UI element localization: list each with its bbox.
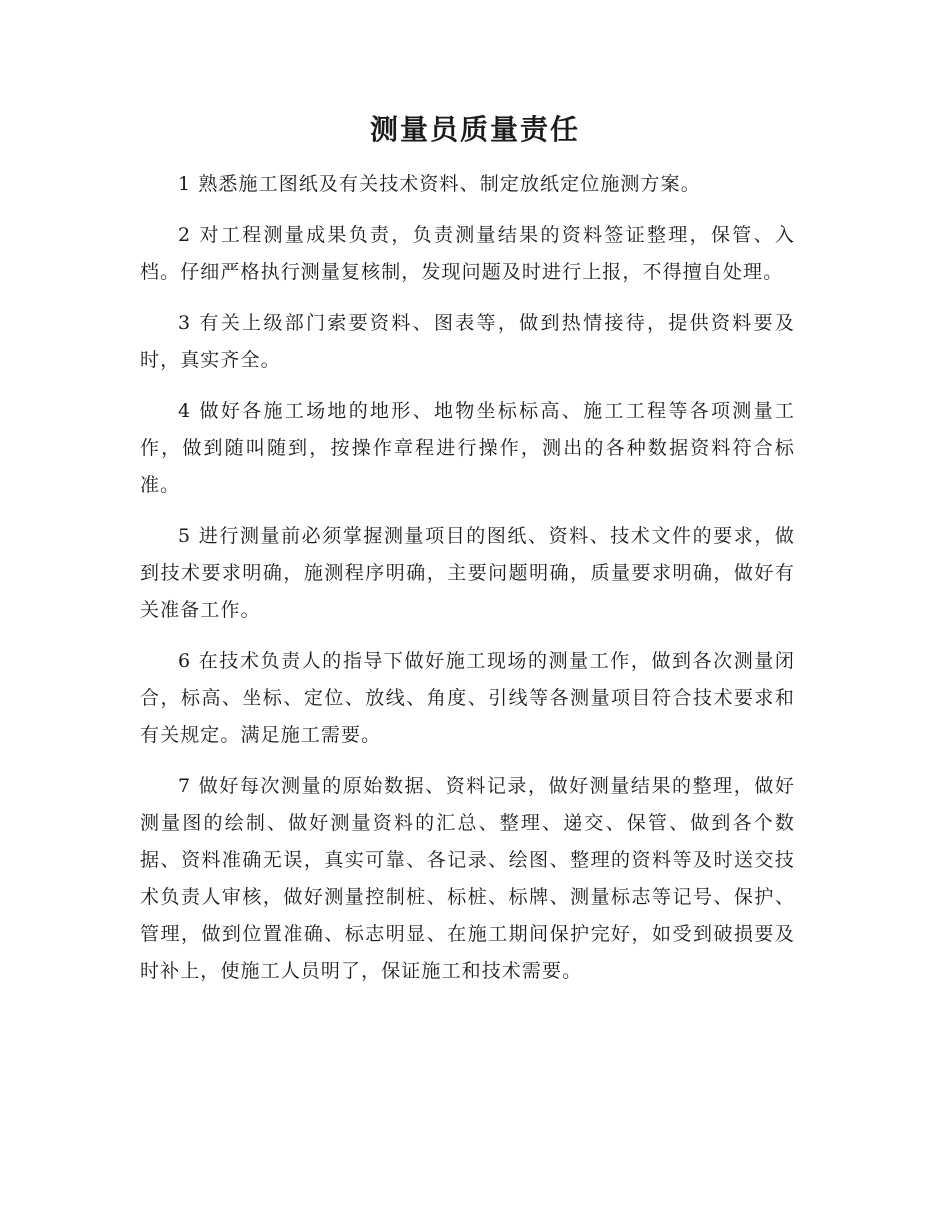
document-title: 测量员质量责任 bbox=[369, 113, 580, 146]
paragraph-3: 3 有关上级部门索要资料、图表等，做到热情接待，提供资料要及时，真实齐全。 bbox=[140, 312, 795, 371]
paragraph-1: 1 熟悉施工图纸及有关技术资料、制定放纸定位施测方案。 bbox=[178, 173, 701, 195]
paragraph-7: 7 做好每次测量的原始数据、资料记录，做好测量结果的整理，做好测量图的绘制、做好测量资料的汇总、整理、递交、保管、做到各个数据、资料准确无误，真实可靠、各记录、绘图、整理的资料等及时送交技术负责人审核，做好测量控制桩、标桩、标牌、测量标志等记号、保护、管理，做到位置准确、标志明显、在施工期间保护完好，如受到破损要及时补上，使施工人员明了，保证施工和技术需要。 bbox=[140, 775, 795, 982]
paragraph-6: 6 在技术负责人的指导下做好施工现场的测量工作，做到各次测量闭合，标高、坐标、定位、放线、角度、引线等各测量项目符合技术要求和有关规定。满足施工需要。 bbox=[140, 650, 795, 746]
paragraph-4: 4 做好各施工场地的地形、地物坐标标高、施工工程等各项测量工作，做到随叫随到，按操作章程进行操作，测出的各种数据资料符合标准。 bbox=[140, 400, 795, 496]
document-body bbox=[140, 166, 795, 1004]
paragraph-2: 2 对工程测量成果负责，负责测量结果的资料签证整理，保管、入档。仔细严格执行测量复核制，发现问题及时进行上报，不得擅自处理。 bbox=[140, 224, 795, 283]
paragraph-5: 5 进行测量前必须掌握测量项目的图纸、资料、技术文件的要求，做到技术要求明确，施测程序明确，主要问题明确，质量要求明确，做好有关准备工作。 bbox=[140, 525, 795, 621]
